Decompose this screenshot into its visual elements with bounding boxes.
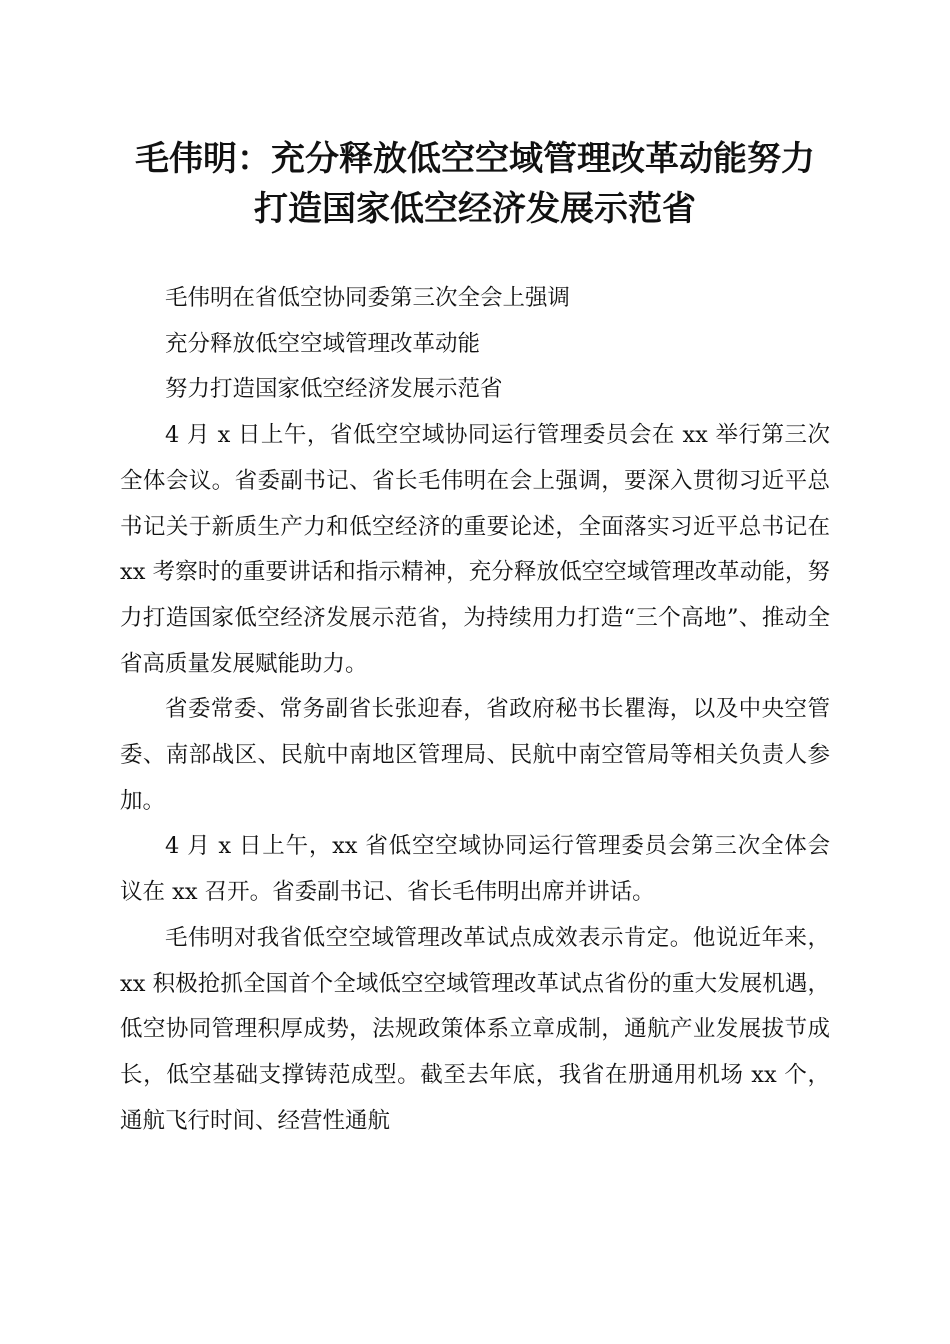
paragraph-achievements: 毛伟明对我省低空空域管理改革试点成效表示肯定。他说近年来，xx 积极抢抓全国首个全域低空空域管理改革试点省份的重大发展机遇，低空协同管理积厚成势，法规政策体系立章成制，通航产业发展拔节成长，低空基础支撑铸范成型。截至去年底，我省在册通用机场 xx 个，通航飞行时间、经营性通航 bbox=[120, 924, 830, 1134]
document-title-line-2: 打造国家低空经济发展示范省 bbox=[254, 189, 696, 229]
subtitle-line-3: 努力打造国家低空经济发展示范省 bbox=[165, 376, 503, 403]
subtitle-line-1: 毛伟明在省低空协同委第三次全会上强调 bbox=[165, 285, 571, 311]
paragraph-meeting-held: 4 月 x 日上午，xx 省低空空域协同运行管理委员会第三次全体会议在 xx 召开。省委副书记、省长毛伟明出席并讲话。 bbox=[120, 833, 830, 906]
subtitle-line-2: 充分释放低空空域管理改革动能 bbox=[165, 330, 481, 357]
paragraph-attendees: 省委常委、常务副省长张迎春，省政府秘书长瞿海，以及中央空管委、南部战区、民航中南地区管理局、民航中南空管局等相关负责人参加。 bbox=[120, 696, 830, 814]
paragraph-meeting-intro: 4 月 x 日上午，省低空空域协同运行管理委员会在 xx 举行第三次全体会议。省委副书记、省长毛伟明在会上强调，要深入贯彻习近平总书记关于新质生产力和低空经济的重要论述，全面落实习近平总书记在 xx 考察时的重要讲话和指示精神，充分释放低空空域管理改革动能，努力打造国家低空经济发展示范省，为持续用力打造“三个高地”、推动全省高质量发展赋能助力。 bbox=[120, 422, 830, 677]
document-title-line-1: 毛伟明：充分释放低空空域管理改革动能努力 bbox=[135, 139, 815, 179]
document-body bbox=[120, 276, 830, 1144]
